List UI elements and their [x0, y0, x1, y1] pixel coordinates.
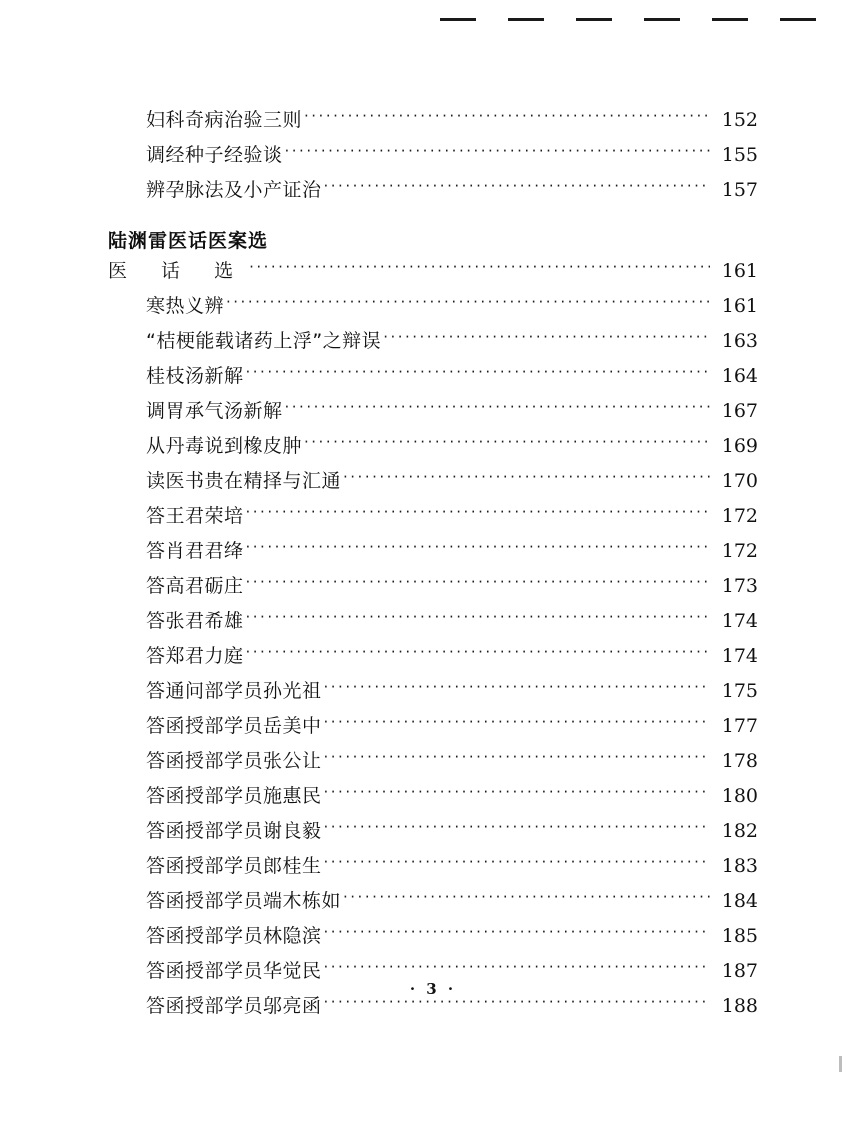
- toc-leader-dots: [324, 854, 710, 872]
- toc-entry-title: 答张君希雄: [146, 610, 244, 632]
- toc-entry-page-number: 161: [721, 295, 758, 317]
- toc-leader-dots: [324, 749, 710, 767]
- toc-leader-dots: [304, 434, 710, 452]
- toc-entry-page-number: 172: [721, 505, 758, 527]
- toc-entry[interactable]: [108, 178, 758, 200]
- toc-leader-dots: [246, 644, 710, 662]
- toc-entry-page-number: 188: [721, 995, 758, 1017]
- toc-entry[interactable]: [108, 259, 758, 281]
- toc-entry-page-number: 161: [721, 260, 758, 282]
- toc-entry[interactable]: [108, 574, 758, 596]
- crop-mark-5: [712, 18, 748, 21]
- toc-entry-title: 答郑君力庭: [146, 645, 244, 667]
- toc-entry-title: 答函授部学员华觉民: [146, 960, 322, 982]
- toc-entry-title: 答高君砺庄: [146, 575, 244, 597]
- toc-leader-dots: [285, 143, 710, 161]
- toc-entry-title: “桔梗能载诸药上浮”之辩误: [146, 330, 382, 352]
- toc-entry-page-number: 180: [721, 785, 758, 807]
- toc-leader-dots: [324, 819, 710, 837]
- toc-leader-dots: [324, 784, 710, 802]
- toc-entry[interactable]: [108, 539, 758, 561]
- toc-leader-dots: [226, 294, 710, 312]
- toc-entry-title: 答函授部学员岳美中: [146, 715, 322, 737]
- toc-entry-title: 答肖君君绛: [146, 540, 244, 562]
- toc-entry-page-number: 169: [721, 435, 758, 457]
- toc-entry[interactable]: [108, 924, 758, 946]
- toc-entry[interactable]: [108, 644, 758, 666]
- toc-entry[interactable]: [108, 784, 758, 806]
- toc-entry-title: 答通问部学员孙光祖: [146, 680, 322, 702]
- toc-entry-page-number: 185: [721, 925, 758, 947]
- toc-entry-page-number: 184: [721, 890, 758, 912]
- crop-mark-4: [644, 18, 680, 21]
- toc-entry[interactable]: [108, 679, 758, 701]
- table-of-contents: [108, 108, 758, 1029]
- toc-entry-page-number: 157: [721, 179, 758, 201]
- toc-entry-title: 寒热义辨: [146, 295, 225, 317]
- toc-leader-dots: [383, 329, 710, 347]
- scan-artifact: [839, 1056, 842, 1072]
- toc-entry[interactable]: [108, 364, 758, 386]
- toc-entry-page-number: 183: [721, 855, 758, 877]
- toc-entry-page-number: 172: [721, 540, 758, 562]
- crop-mark-3: [576, 18, 612, 21]
- toc-entry-page-number: 173: [721, 575, 758, 597]
- toc-entry-title: 答函授部学员张公让: [146, 750, 322, 772]
- crop-mark-1: [440, 18, 476, 21]
- toc-entry-title: 读医书贵在精择与汇通: [146, 470, 342, 492]
- toc-leader-dots: [324, 178, 710, 196]
- toc-leader-dots: [246, 609, 710, 627]
- toc-entry-page-number: 170: [721, 470, 758, 492]
- page-folio: · 3 ·: [409, 980, 457, 998]
- toc-entry[interactable]: [108, 749, 758, 771]
- toc-entry-title: 答函授部学员谢良毅: [146, 820, 322, 842]
- toc-entry-title: 调胃承气汤新解: [146, 400, 283, 422]
- toc-entry-title: 答函授部学员林隐滨: [146, 925, 322, 947]
- toc-entry[interactable]: [108, 108, 758, 130]
- toc-leader-dots: [324, 924, 710, 942]
- toc-entry-title: 调经种子经验谈: [146, 144, 283, 166]
- toc-section-heading: 陆渊雷医话医案选: [108, 230, 269, 252]
- toc-entry-title: 答函授部学员施惠民: [146, 785, 322, 807]
- toc-leader-dots: [324, 714, 710, 732]
- toc-entry-page-number: 155: [721, 144, 758, 166]
- toc-leader-dots: [304, 108, 710, 126]
- toc-entry-page-number: 187: [721, 960, 758, 982]
- toc-entry-title: 桂枝汤新解: [146, 365, 244, 387]
- crop-mark-6: [780, 18, 816, 21]
- toc-entry-title: 答函授部学员郎桂生: [146, 855, 322, 877]
- crop-mark-2: [508, 18, 544, 21]
- toc-entry-title: 妇科奇病治验三则: [146, 109, 303, 131]
- toc-leader-dots: [249, 259, 710, 277]
- toc-entry[interactable]: [108, 399, 758, 421]
- toc-entry[interactable]: [108, 819, 758, 841]
- toc-entry-page-number: 178: [721, 750, 758, 772]
- toc-entry-page-number: 152: [721, 109, 758, 131]
- toc-entry-title: 答函授部学员邬亮函: [146, 995, 322, 1017]
- toc-leader-dots: [343, 889, 710, 907]
- toc-entry[interactable]: [108, 469, 758, 491]
- toc-entry-title: 医 话 选: [108, 260, 248, 282]
- toc-entry[interactable]: [108, 854, 758, 876]
- toc-entry-page-number: 182: [721, 820, 758, 842]
- toc-leader-dots: [246, 364, 710, 382]
- toc-entry[interactable]: [108, 714, 758, 736]
- toc-entry-page-number: 163: [721, 330, 758, 352]
- toc-leader-dots: [343, 469, 710, 487]
- toc-entry-page-number: 167: [721, 400, 758, 422]
- toc-entry-title: 辨孕脉法及小产证治: [146, 179, 322, 201]
- toc-leader-dots: [285, 399, 710, 417]
- toc-entry-page-number: 174: [721, 645, 758, 667]
- toc-entry-page-number: 175: [721, 680, 758, 702]
- toc-entry[interactable]: [108, 889, 758, 911]
- toc-entry-title: 从丹毒说到橡皮肿: [146, 435, 303, 457]
- toc-entry[interactable]: [108, 143, 758, 165]
- toc-entry-title: 答王君荣培: [146, 505, 244, 527]
- toc-entry-page-number: 174: [721, 610, 758, 632]
- toc-entry[interactable]: [108, 294, 758, 316]
- toc-leader-dots: [324, 679, 710, 697]
- toc-entry[interactable]: [108, 329, 758, 351]
- crop-marks: [0, 18, 866, 32]
- toc-entry-page-number: 177: [721, 715, 758, 737]
- toc-entry[interactable]: [108, 504, 758, 526]
- toc-entry[interactable]: [108, 609, 758, 631]
- toc-leader-dots: [324, 959, 710, 977]
- toc-leader-dots: [246, 504, 710, 522]
- toc-entry-title: 答函授部学员端木栋如: [146, 890, 342, 912]
- toc-leader-dots: [246, 574, 710, 592]
- toc-entry-page-number: 164: [721, 365, 758, 387]
- toc-entry[interactable]: [108, 959, 758, 981]
- toc-leader-dots: [246, 539, 710, 557]
- toc-entry[interactable]: [108, 434, 758, 456]
